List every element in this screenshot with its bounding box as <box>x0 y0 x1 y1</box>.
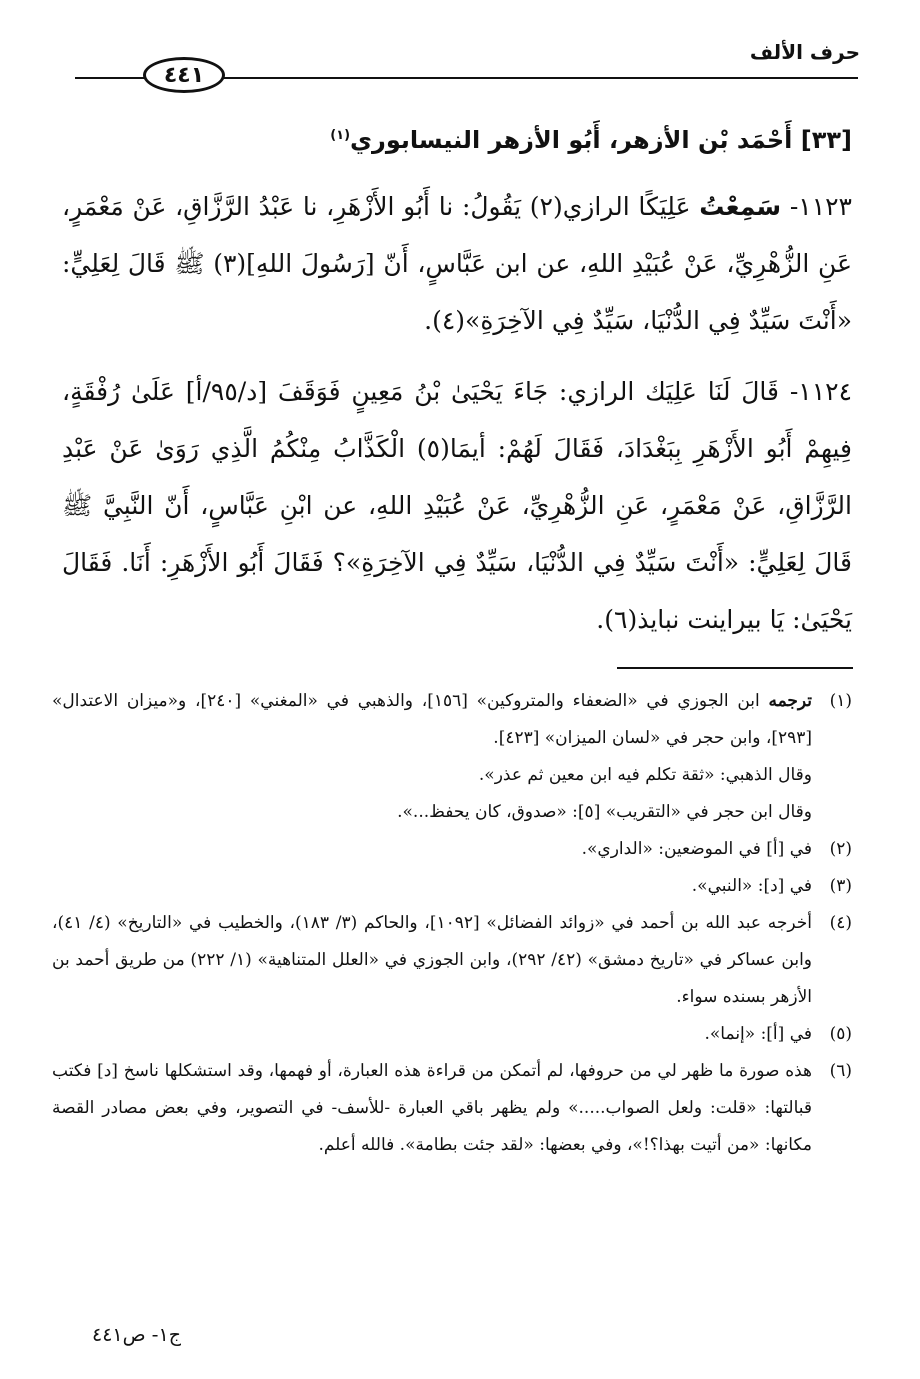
footnote-number: (٢) <box>829 839 852 859</box>
hadith-keyword: سَمِعْتُ <box>699 192 782 221</box>
footnote-text: ابن الجوزي في «الضعفاء والمتروكين» [١٥٦]، والذهبي في «المغني» [٢٤٠]، و«ميزان الاعتدال» [٢٩٣]، وابن حجر في «لسان الميزان» [٤٢٣]. <box>52 691 812 748</box>
hadith-paragraph-1123 <box>62 178 852 349</box>
footnote-text: في [أ] في الموضعين: «الداري». <box>581 839 812 859</box>
hadith-number: ١١٢٣- <box>781 192 852 221</box>
footnote-number: (٣) <box>829 876 852 896</box>
footnote-2 <box>52 831 852 868</box>
hadith-number: ١١٢٤- <box>779 377 852 406</box>
running-header-chapter: حرف الألف <box>749 40 860 64</box>
footnote-text: أخرجه عبد الله بن أحمد في «زوائد الفضائل» [١٠٩٢]، والحاكم (٣/ ١٨٣)، والخطيب في «التاريخ» (٤/ ٤١)، وابن عساكر في «تاريخ دمشق» (٤٢/ ٢٩٢)، وابن الجوزي في «العلل المتناهية» (١/ ٢٢٢) من طريق أحمد بن الأزهر بسنده سواء. <box>52 913 812 1007</box>
footnote-text: هذه صورة ما ظهر لي من حروفها، لم أتمكن من قراءة هذه العبارة، أو فهمها، وقد استشكلها ناسخ [د] فكتب قبالتها: «قلت: ولعل الصواب.....» ولم يظهر باقي العبارة -للأسف- في التصوير، وفي بعض مصادر القصة مكانها: «من أتيت بهذا؟!»، وفي بعضها: «لقد جئت بطامة». فالله أعلم. <box>52 1061 813 1155</box>
footnote-subline: وقال الذهبي: «ثقة تكلم فيه ابن معين ثم عذر». <box>478 765 812 785</box>
entry-heading-text: [٣٣] أَحْمَد بْن الأزهر، أَبُو الأزهر النيسابوري <box>350 126 852 154</box>
footnote-number: (١) <box>829 691 852 711</box>
hadith-body <box>62 178 852 662</box>
footnote-keyword: ترجمه <box>768 691 813 711</box>
footnote-number: (٦) <box>829 1061 852 1081</box>
footnote-5 <box>52 1016 852 1053</box>
footnote-number: (٥) <box>829 1024 852 1044</box>
footnote-3 <box>52 868 852 905</box>
footnote-1 <box>52 683 852 831</box>
footnote-6 <box>52 1053 852 1164</box>
volume-page-reference: ج١- ص٤٤١ <box>92 1324 181 1346</box>
page-number-oval <box>143 57 225 93</box>
footnote-4 <box>52 905 852 1016</box>
footnote-subline: وقال ابن حجر في «التقريب» [٥]: «صدوق، كان يحفظ...». <box>397 802 812 822</box>
footnote-text: في [د]: «النبي». <box>691 876 812 896</box>
page-number: ٤٤١ <box>163 62 205 88</box>
footnote-text: في [أ]: «إنما». <box>704 1024 812 1044</box>
hadith-text: قَالَ لَنَا عَلِيَك الرازي: جَاءَ يَحْيَىٰ بْنُ مَعِينٍ فَوَقَفَ [د/٩٥/أ] عَلَىٰ رُفْقَةٍ، فِيهِمْ أَبُو الأَزْهَرِ بِبَغْدَادَ، فَقَالَ لَهُمْ: أيمَا(٥) الْكَذَّابُ مِنْكُمُ الَّذِي رَوَىٰ عَنْ عَبْدِ الرَّزَّاقِ، عَنْ مَعْمَرٍ، عَنِ الزُّهْرِيِّ، عَنْ عُبَيْدِ اللهِ، عن ابْنِ عَبَّاسٍ، أَنّ النَّبِيَّ ﷺ قَالَ لِعَلِيٍّ: «أَنْتَ سَيِّدٌ فِي الدُّنْيَا، سَيِّدٌ فِي الآخِرَةِ»؟ فَقَالَ أَبُو الأَزْهَرِ: أَنَا. فَقَالَ يَحْيَىٰ: يَا بيراينت نبايذ(٦). <box>62 377 852 634</box>
hadith-text: عَلِيَكًا الرازي(٢) يَقُولُ: نا أَبُو الأَزْهَرِ، نا عَبْدُ الرَّزَّاقِ، عَنْ مَعْمَرٍ، عَنِ الزُّهْرِيِّ، عَنْ عُبَيْدِ اللهِ، عن ابن عَبَّاسٍ، أَنّ [رَسُولَ اللهِ](٣) ﷺ قَالَ لِعَلِيٍّ: «أَنْتَ سَيِّدٌ فِي الدُّنْيَا، سَيِّدٌ فِي الآخِرَةِ»(٤). <box>62 192 852 335</box>
footnote-separator <box>617 667 853 669</box>
hadith-paragraph-1124 <box>62 363 852 648</box>
footnotes <box>52 683 852 1164</box>
heading-footnote-marker: (١) <box>330 128 351 143</box>
footnote-number: (٤) <box>829 913 852 933</box>
entry-heading <box>62 126 852 154</box>
